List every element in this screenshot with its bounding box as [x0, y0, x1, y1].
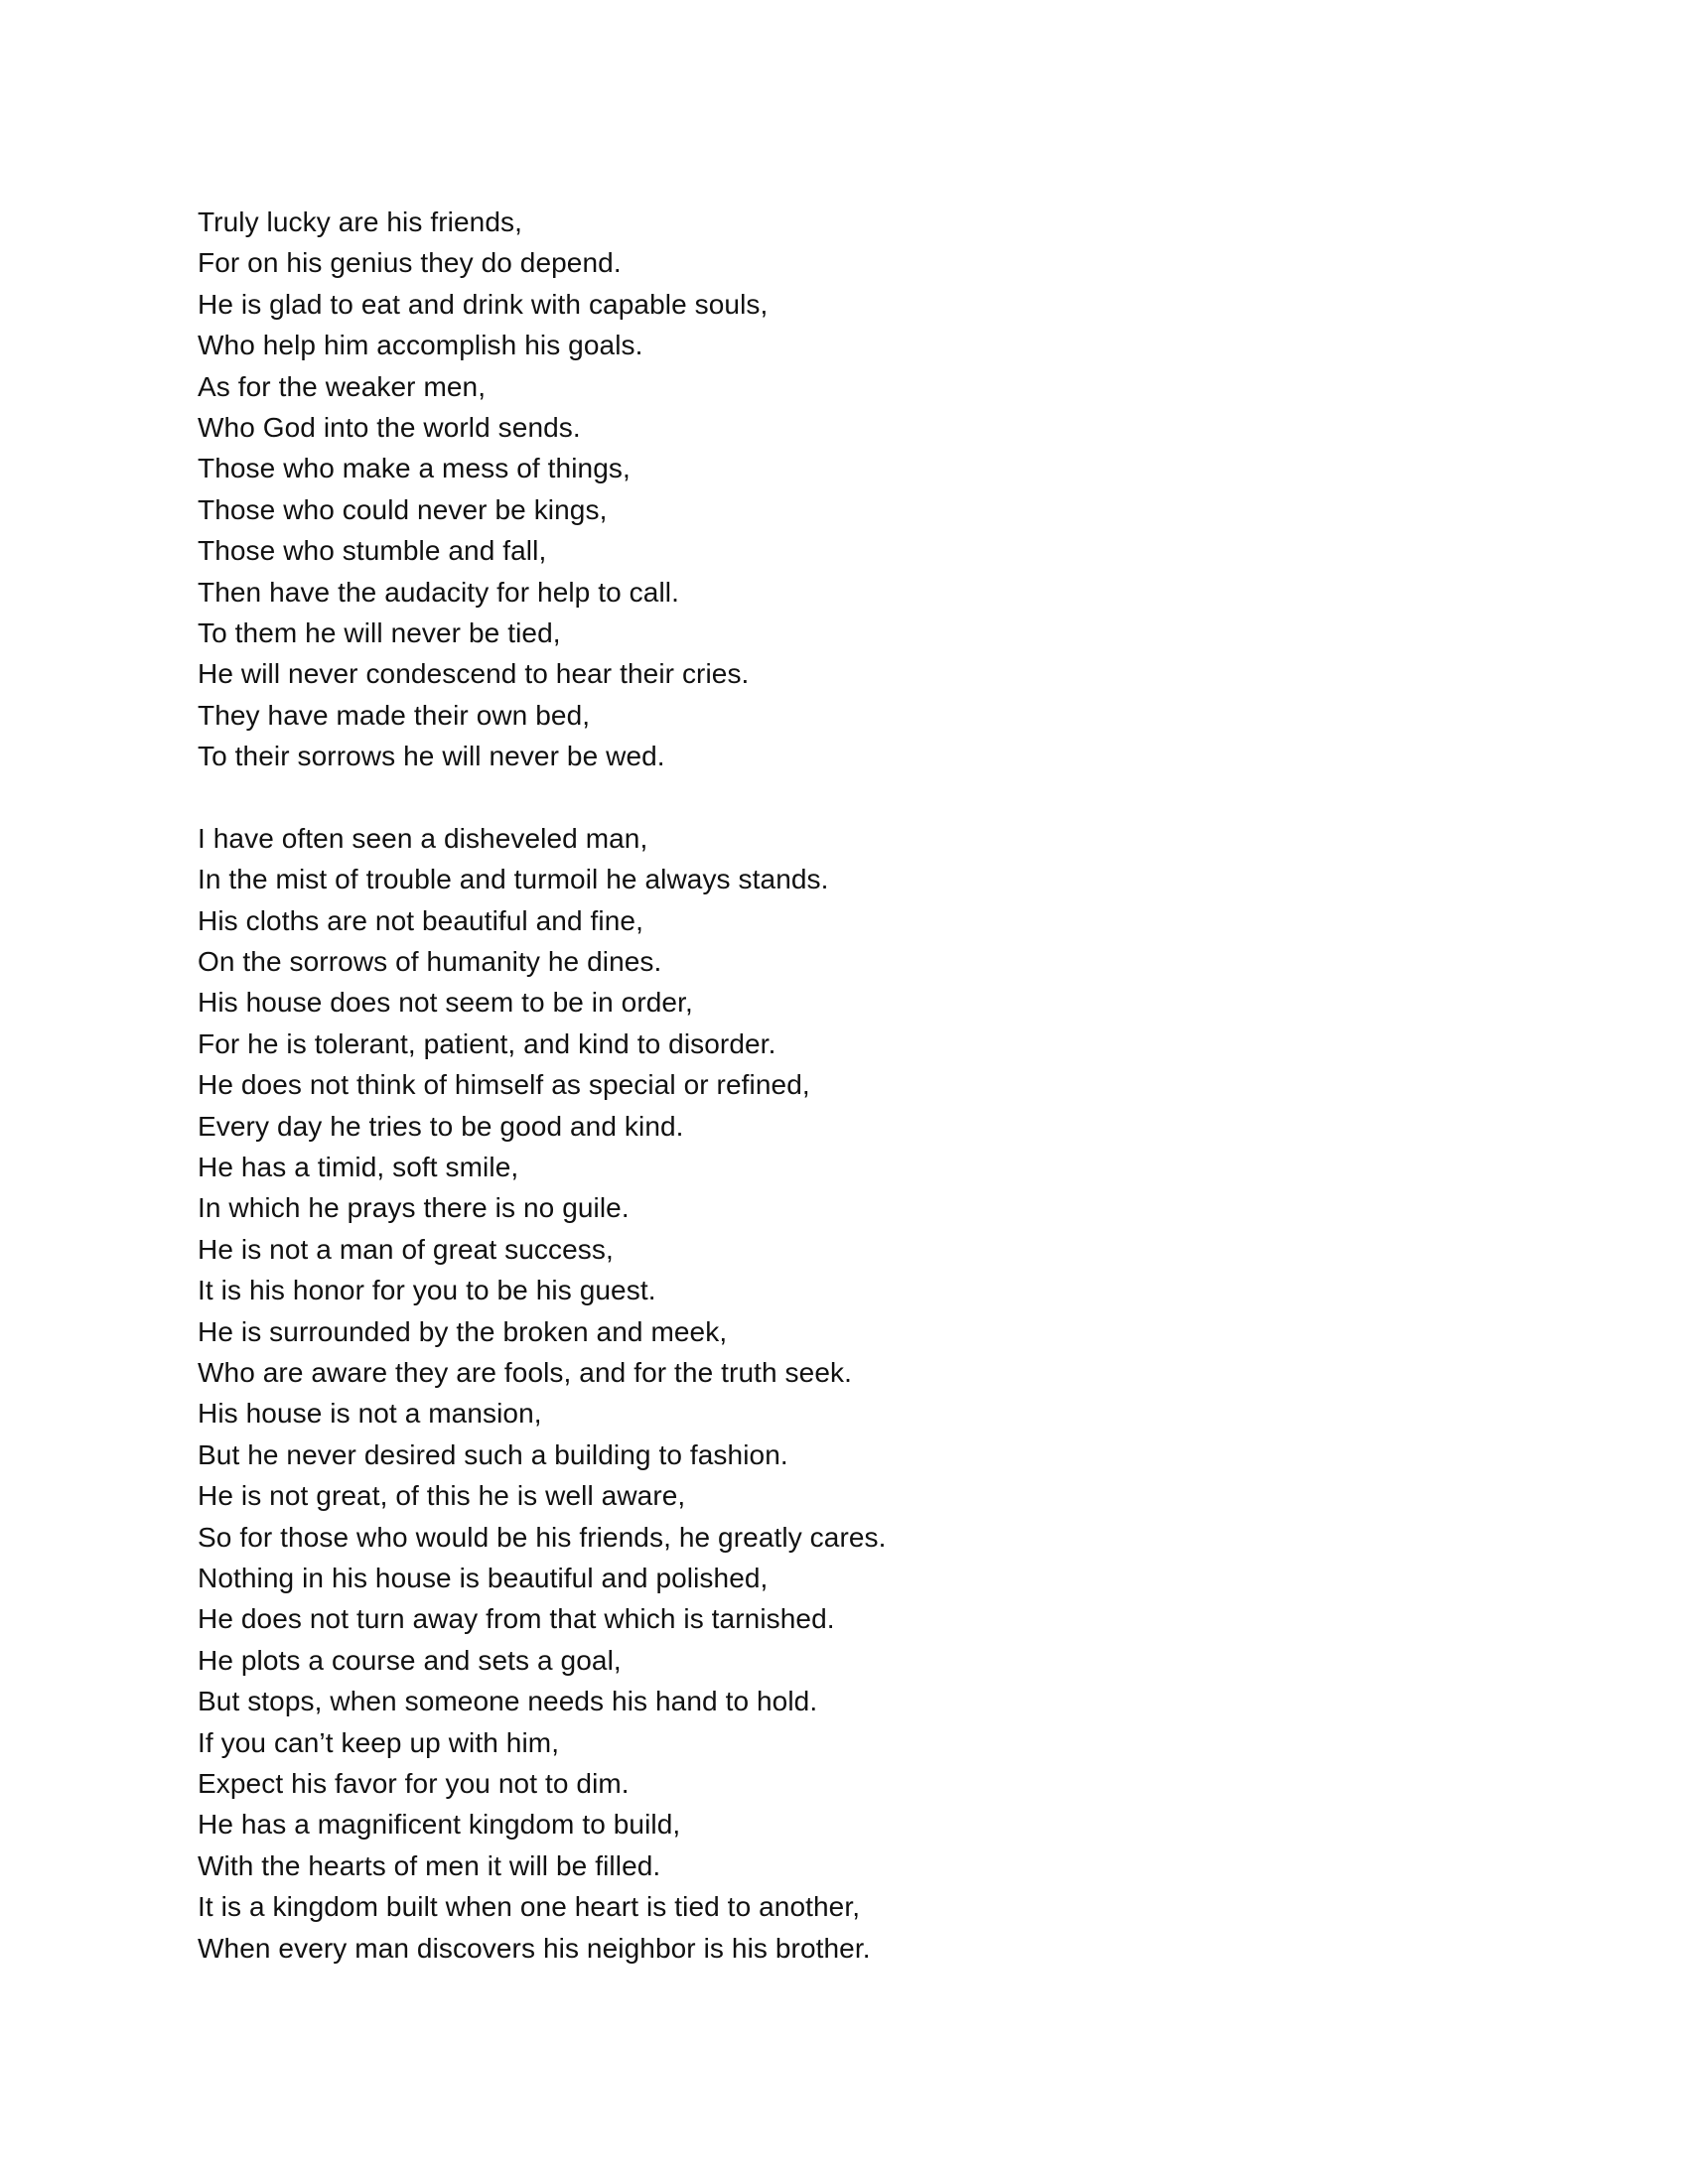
poem-line: His cloths are not beautiful and fine, — [198, 904, 643, 936]
poem-line: Every day he tries to be good and kind. — [198, 1110, 684, 1142]
poem-line: When every man discovers his neighbor is his brother. — [198, 1932, 871, 1964]
poem-line: He has a timid, soft smile, — [198, 1151, 519, 1182]
poem-line: In the mist of trouble and turmoil he always stands. — [198, 864, 829, 895]
poem-line: Who are aware they are fools, and for the truth seek. — [198, 1356, 852, 1388]
poem-line: As for the weaker men, — [198, 370, 487, 402]
stanza-1 — [198, 202, 1488, 777]
poem-line: To their sorrows he will never be wed. — [198, 741, 665, 772]
poem-line: To them he will never be tied, — [198, 617, 561, 649]
poem-line: But stops, when someone needs his hand to hold. — [198, 1686, 818, 1717]
poem-body — [198, 202, 1488, 1969]
poem-line: He is surrounded by the broken and meek, — [198, 1315, 728, 1347]
poem-line: Who help him accomplish his goals. — [198, 330, 643, 361]
poem-line: On the sorrows of humanity he dines. — [198, 945, 662, 977]
poem-line: For on his genius they do depend. — [198, 247, 622, 279]
poem-line: If you can’t keep up with him, — [198, 1726, 560, 1758]
poem-line: With the hearts of men it will be filled. — [198, 1849, 661, 1881]
poem-line: They have made their own bed, — [198, 699, 591, 731]
poem-line: He is not great, of this he is well aware, — [198, 1480, 686, 1512]
poem-line: Then have the audacity for help to call. — [198, 576, 679, 608]
poem-line: Truly lucky are his friends, — [198, 206, 522, 237]
poem-line: He plots a course and sets a goal, — [198, 1644, 622, 1676]
poem-line: I have often seen a disheveled man, — [198, 822, 648, 854]
poem-line: He is not a man of great success, — [198, 1233, 614, 1265]
poem-line: It is a kingdom built when one heart is tied to another, — [198, 1891, 861, 1923]
poem-line: He is glad to eat and drink with capable souls, — [198, 288, 769, 320]
poem-line: He has a magnificent kingdom to build, — [198, 1809, 681, 1841]
poem-line: He does not turn away from that which is tarnished. — [198, 1603, 835, 1635]
stanza-2 — [198, 818, 1488, 1969]
poem-line: For he is tolerant, patient, and kind to disorder. — [198, 1027, 776, 1059]
poem-line: In which he prays there is no guile. — [198, 1192, 630, 1224]
poem-line: Expect his favor for you not to dim. — [198, 1768, 630, 1800]
poem-line: Those who could never be kings, — [198, 493, 608, 525]
poem-line: Those who make a mess of things, — [198, 453, 631, 484]
poem-line: His house is not a mansion, — [198, 1398, 542, 1430]
poem-line: But he never desired such a building to fashion. — [198, 1438, 788, 1470]
poem-line: So for those who would be his friends, he greatly cares. — [198, 1521, 887, 1553]
poem-line: Who God into the world sends. — [198, 412, 581, 444]
poem-line: His house does not seem to be in order, — [198, 987, 693, 1019]
poem-line: Those who stumble and fall, — [198, 535, 547, 567]
poem-line: It is his honor for you to be his guest. — [198, 1275, 656, 1306]
poem-line: He will never condescend to hear their cries. — [198, 658, 750, 690]
poem-line: Nothing in his house is beautiful and polished, — [198, 1563, 769, 1593]
poem-line: He does not think of himself as special or refined, — [198, 1069, 810, 1101]
